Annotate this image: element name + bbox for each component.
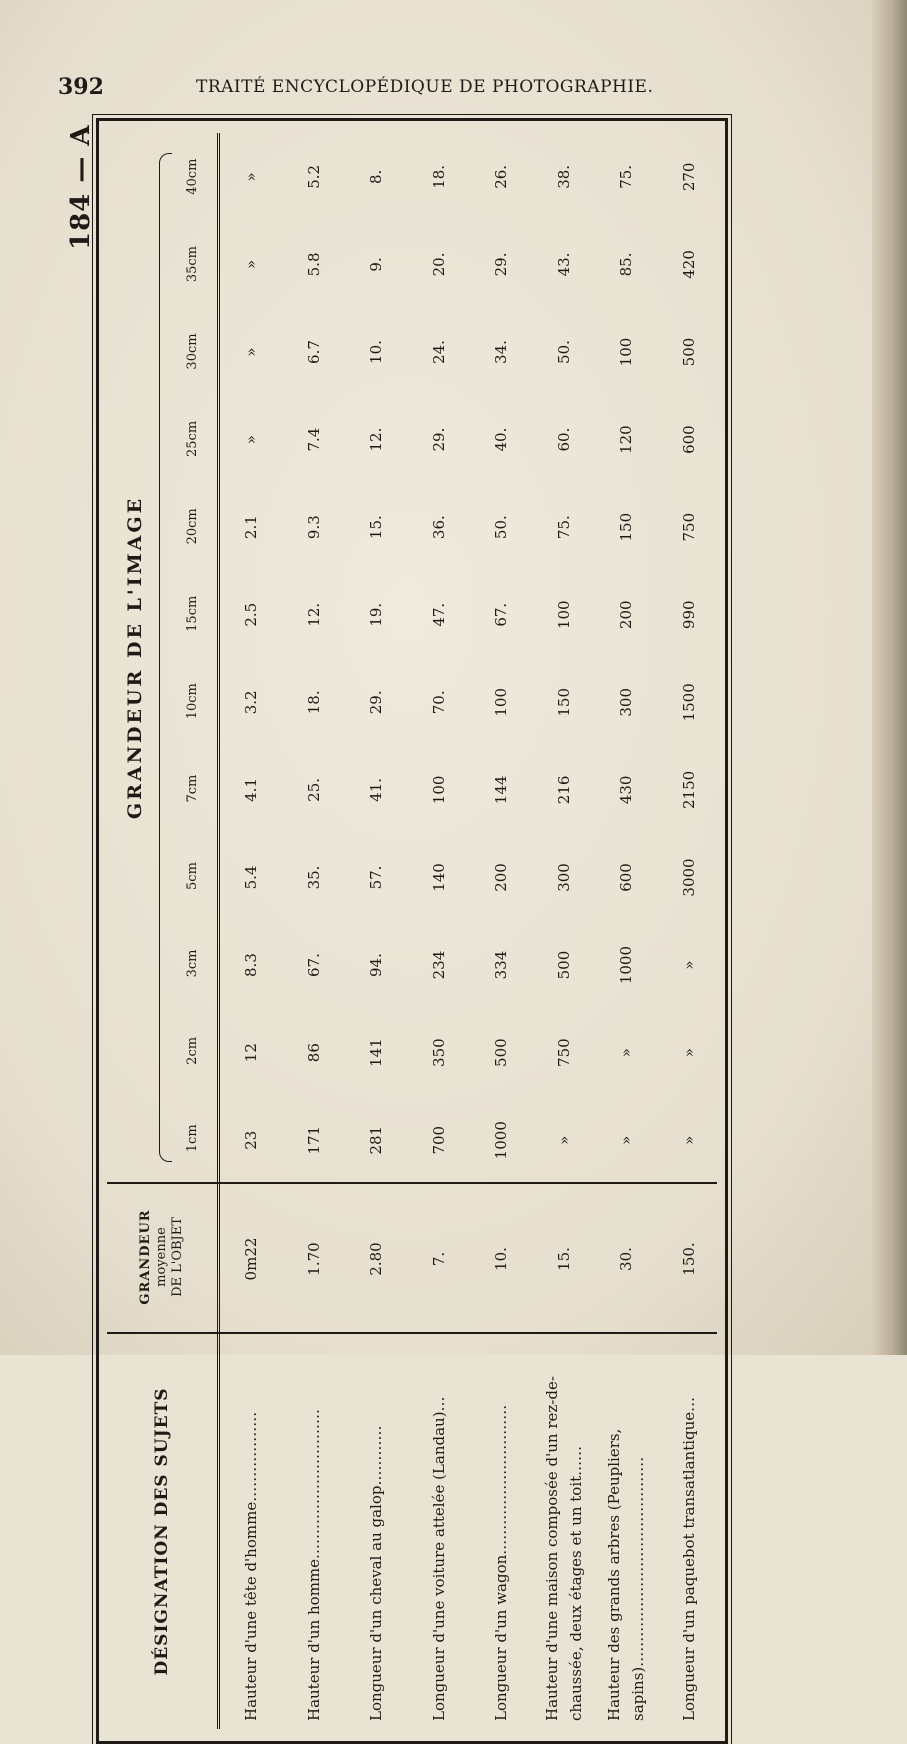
value-cell: 100: [617, 337, 636, 367]
value-cell: 141: [367, 1038, 386, 1067]
value-cell: 350: [429, 1038, 448, 1067]
object-size-cell: 150.: [679, 1242, 698, 1276]
value-cell: 100: [554, 600, 573, 630]
value-cell: 750: [679, 512, 698, 542]
subject-cell: Hauteur des grands arbres (Peupliers, sapins)……………………………………: [605, 1428, 648, 1721]
value-cell: »: [679, 1135, 698, 1145]
object-size-cell: 0m22: [242, 1237, 261, 1281]
value-cell: 3000: [679, 858, 698, 897]
value-cell: 60.: [554, 427, 573, 452]
value-cell: 140: [429, 863, 448, 892]
image-size-values: [470, 133, 533, 1184]
size-column-header: 20cm: [185, 508, 200, 545]
value-cell: »: [242, 259, 261, 270]
value-cell: 12.: [367, 427, 386, 452]
value-cell: 2.5: [242, 602, 261, 627]
size-column-header: 10cm: [185, 683, 200, 720]
value-cell: 19.: [367, 602, 386, 627]
size-column-header: 30cm: [185, 333, 200, 370]
value-cell: 200: [492, 863, 511, 892]
subject-cell: Longueur d'un paquebot transatlantique…: [679, 1396, 698, 1721]
object-size-header-line2: moyenne: [153, 1227, 169, 1287]
value-cell: 40.: [492, 427, 511, 452]
size-column-header: 25cm: [185, 420, 200, 457]
value-cell: »: [617, 1135, 636, 1145]
value-cell: 100: [492, 688, 511, 717]
value-cell: 1500: [679, 683, 698, 722]
value-cell: 234: [429, 950, 448, 980]
value-cell: 85.: [617, 252, 636, 277]
value-cell: 24.: [429, 340, 448, 364]
value-cell: 2.1: [242, 515, 261, 540]
value-cell: 5.4: [242, 865, 261, 890]
value-cell: 2150: [679, 770, 698, 809]
value-cell: »: [242, 347, 261, 357]
value-cell: 1000: [492, 1121, 511, 1160]
value-cell: 15.: [367, 515, 386, 540]
value-cell: 8.: [367, 169, 386, 185]
value-cell: 86: [304, 1043, 323, 1063]
image-size-values: [408, 133, 471, 1184]
value-cell: 26.: [492, 164, 511, 189]
value-cell: 29.: [367, 690, 386, 715]
image-size-values: [283, 133, 346, 1184]
value-cell: 25.: [304, 777, 323, 802]
subject-cell: Hauteur d'une tête d'homme………………: [242, 1411, 261, 1721]
table-row: [408, 133, 471, 1729]
object-size-cell: 2.80: [367, 1242, 386, 1276]
value-cell: 700: [429, 1125, 448, 1155]
book-gutter: [872, 0, 907, 1355]
value-cell: »: [679, 1048, 698, 1058]
value-cell: 171: [304, 1125, 323, 1155]
table-body: [220, 133, 717, 1729]
value-cell: 70.: [429, 690, 448, 715]
value-cell: »: [242, 172, 261, 182]
value-cell: 281: [367, 1125, 386, 1155]
value-cell: 57.: [367, 865, 386, 890]
image-size-header: [107, 133, 220, 1184]
value-cell: 8.3: [242, 953, 261, 977]
object-size-cell: 15.: [554, 1247, 573, 1271]
value-cell: »: [679, 960, 698, 970]
value-cell: 12.: [304, 602, 323, 627]
value-cell: 270: [679, 162, 698, 192]
subject-cell: Longueur d'un wagon…………………………: [492, 1404, 511, 1721]
value-cell: 12: [242, 1043, 261, 1063]
value-cell: 10.: [367, 340, 386, 364]
running-title: TRAITÉ ENCYCLOPÉDIQUE DE PHOTOGRAPHIE.: [196, 77, 654, 97]
subject-cell: Longueur d'un cheval au galop…………: [367, 1425, 386, 1721]
value-cell: 9.: [367, 257, 386, 272]
value-cell: 300: [617, 688, 636, 717]
size-column-header: 40cm: [185, 158, 200, 195]
table-row: [470, 133, 533, 1729]
object-size-cell: 7.: [429, 1251, 448, 1267]
page-header: [58, 74, 838, 104]
value-cell: 7.4: [304, 427, 323, 452]
value-cell: 67.: [304, 953, 323, 977]
value-cell: 144: [492, 775, 511, 805]
size-column-header: 2cm: [185, 1036, 200, 1065]
value-cell: 500: [492, 1038, 511, 1067]
size-column-header: 5cm: [185, 862, 200, 890]
object-size-header-line1: GRANDEUR: [137, 1209, 153, 1305]
size-column-header: 35cm: [185, 246, 200, 283]
table-row: [533, 133, 596, 1729]
object-size-header-line3: DE L'OBJET: [170, 1217, 186, 1297]
value-cell: 29.: [429, 427, 448, 452]
object-size-cell: 10.: [492, 1247, 511, 1271]
value-cell: 5.8: [304, 252, 323, 277]
value-cell: 36.: [429, 515, 448, 540]
value-cell: 216: [554, 775, 573, 805]
image-size-values: [533, 133, 596, 1184]
table-grid: [107, 133, 717, 1729]
value-cell: 6.7: [304, 340, 323, 364]
size-column-header: 7cm: [185, 774, 200, 803]
table-row: [220, 133, 283, 1729]
value-cell: 200: [617, 600, 636, 630]
value-cell: 67.: [492, 602, 511, 627]
table-row: [345, 133, 408, 1729]
value-cell: »: [554, 1135, 573, 1145]
value-cell: 38.: [554, 164, 573, 189]
value-cell: 334: [492, 950, 511, 980]
value-cell: 500: [679, 337, 698, 367]
page-number: 392: [58, 74, 104, 100]
value-cell: 41.: [367, 777, 386, 802]
subject-cell: Hauteur d'un homme…………………………: [304, 1408, 323, 1721]
value-cell: 75.: [554, 515, 573, 540]
value-cell: 50.: [554, 340, 573, 364]
value-cell: 1000: [617, 945, 636, 985]
value-cell: 300: [554, 863, 573, 892]
value-cell: 75.: [617, 164, 636, 189]
subject-cell: Hauteur d'une maison composée d'un rez-de-chaussée, deux étages et un toit……: [542, 1376, 585, 1721]
value-cell: 9.3: [304, 515, 323, 540]
header-brace: [159, 153, 172, 1162]
subject-cell: Longueur d'une voiture attelée (Landau)…: [429, 1396, 448, 1721]
value-cell: 35.: [304, 865, 323, 890]
value-cell: 4.1: [242, 777, 261, 802]
image-size-values: [595, 133, 658, 1184]
table-row: [658, 133, 721, 1729]
value-cell: 23: [242, 1130, 261, 1150]
value-cell: 5.2: [304, 164, 323, 189]
value-cell: 750: [554, 1038, 573, 1067]
value-cell: 47.: [429, 602, 448, 627]
value-cell: 3.2: [242, 690, 261, 715]
image-size-title: GRANDEUR DE L'IMAGE: [124, 495, 146, 820]
object-size-cell: 1.70: [304, 1242, 323, 1276]
value-cell: 500: [554, 950, 573, 980]
value-cell: 600: [617, 863, 636, 892]
table-row: [595, 133, 658, 1729]
value-cell: »: [617, 1048, 636, 1058]
value-cell: 420: [679, 250, 698, 279]
image-size-values: [220, 133, 283, 1184]
value-cell: 430: [617, 775, 636, 805]
value-cell: »: [242, 435, 261, 445]
image-size-values: [658, 133, 721, 1184]
value-cell: 20.: [429, 252, 448, 277]
size-column-header: 15cm: [185, 595, 200, 632]
rotated-table: [96, 118, 728, 1744]
image-size-columns: [173, 133, 213, 1182]
value-cell: 100: [429, 775, 448, 805]
designation-header: DÉSIGNATION DES SUJETS: [107, 1334, 220, 1729]
value-cell: 43.: [554, 252, 573, 277]
value-cell: 94.: [367, 953, 386, 977]
table-row: [283, 133, 346, 1729]
size-column-header: 3cm: [185, 949, 200, 978]
value-cell: 18.: [304, 690, 323, 715]
object-size-cell: 30.: [617, 1247, 636, 1271]
value-cell: 50.: [492, 515, 511, 540]
table-number-label: 184 — A: [66, 124, 96, 250]
value-cell: 29.: [492, 252, 511, 277]
value-cell: 18.: [429, 164, 448, 189]
value-cell: 120: [617, 425, 636, 454]
object-size-header: [107, 1182, 220, 1334]
value-cell: 34.: [492, 340, 511, 364]
value-cell: 600: [679, 425, 698, 454]
value-cell: 150: [554, 688, 573, 717]
image-size-values: [345, 133, 408, 1184]
size-column-header: 1cm: [185, 1124, 200, 1153]
value-cell: 990: [679, 600, 698, 630]
value-cell: 150: [617, 512, 636, 542]
